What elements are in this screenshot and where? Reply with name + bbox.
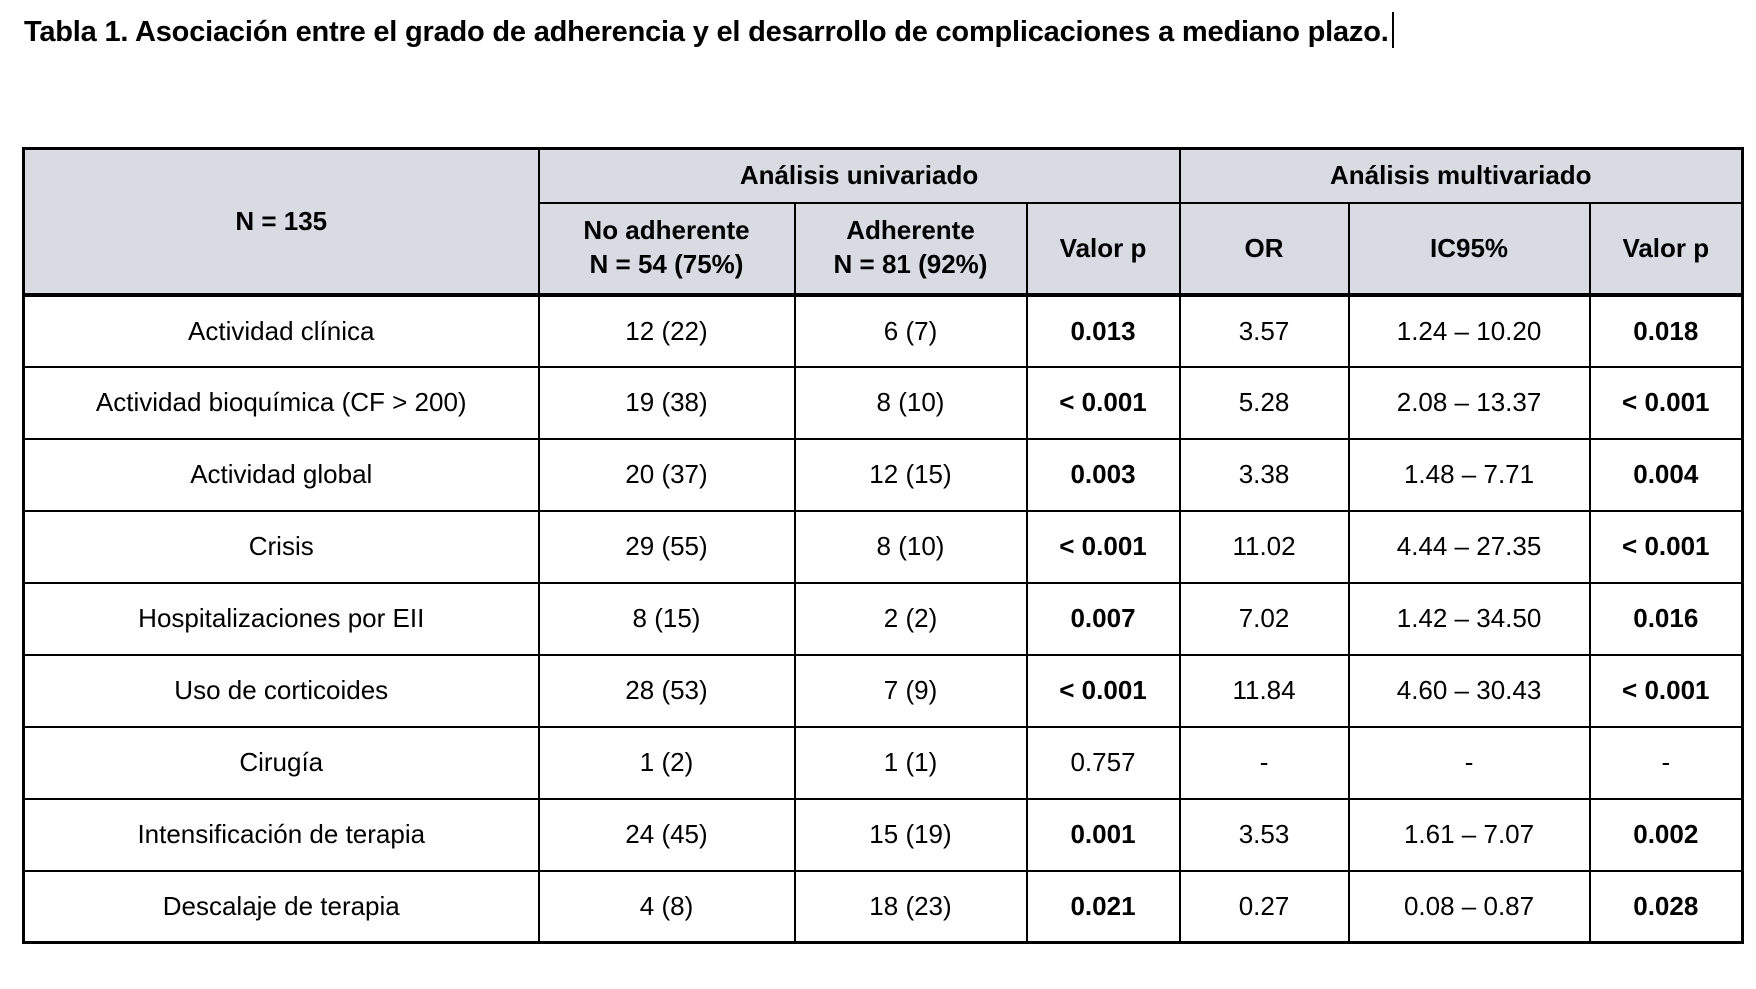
ic95-cell: 1.61 – 7.07	[1349, 799, 1590, 871]
adherente-cell: 8 (10)	[795, 511, 1027, 583]
p-multivariate-cell: < 0.001	[1590, 655, 1743, 727]
or-cell: 7.02	[1180, 583, 1349, 655]
header-group-multivariate: Análisis multivariado	[1180, 149, 1743, 203]
p-multivariate-cell: 0.002	[1590, 799, 1743, 871]
header-cell-adherente	[795, 203, 1027, 295]
or-cell: 11.84	[1180, 655, 1349, 727]
table-row	[24, 295, 1743, 367]
adherente-cell: 18 (23)	[795, 871, 1027, 943]
no-adherente-cell: 20 (37)	[539, 439, 795, 511]
header-adherente-line2: N = 81 (92%)	[833, 249, 988, 279]
ic95-cell: 0.08 – 0.87	[1349, 871, 1590, 943]
p-univariate-cell: < 0.001	[1027, 655, 1180, 727]
or-cell: 0.27	[1180, 871, 1349, 943]
table-caption	[24, 12, 1394, 49]
table-row	[24, 871, 1743, 943]
p-multivariate-cell: < 0.001	[1590, 511, 1743, 583]
header-cell-no-adherente	[539, 203, 795, 295]
no-adherente-cell: 24 (45)	[539, 799, 795, 871]
adherente-cell: 6 (7)	[795, 295, 1027, 367]
or-cell: 5.28	[1180, 367, 1349, 439]
p-univariate-cell: 0.757	[1027, 727, 1180, 799]
ic95-cell: 2.08 – 13.37	[1349, 367, 1590, 439]
p-multivariate-cell: 0.018	[1590, 295, 1743, 367]
no-adherente-cell: 12 (22)	[539, 295, 795, 367]
p-multivariate-cell: 0.016	[1590, 583, 1743, 655]
row-label-cell: Actividad global	[24, 439, 539, 511]
table-row	[24, 727, 1743, 799]
header-adherente-line1: Adherente	[846, 215, 975, 246]
p-multivariate-cell: 0.028	[1590, 871, 1743, 943]
ic95-cell: 1.24 – 10.20	[1349, 295, 1590, 367]
no-adherente-cell: 29 (55)	[539, 511, 795, 583]
or-cell: 3.38	[1180, 439, 1349, 511]
adherente-cell: 8 (10)	[795, 367, 1027, 439]
or-cell: 3.53	[1180, 799, 1349, 871]
row-label-cell: Intensificación de terapia	[24, 799, 539, 871]
or-cell: -	[1180, 727, 1349, 799]
ic95-cell: 1.48 – 7.71	[1349, 439, 1590, 511]
header-no-adherente-line1: No adherente	[583, 215, 750, 246]
row-label-cell: Uso de corticoides	[24, 655, 539, 727]
table-row	[24, 439, 1743, 511]
ic95-cell: 1.42 – 34.50	[1349, 583, 1590, 655]
or-cell: 11.02	[1180, 511, 1349, 583]
no-adherente-cell: 4 (8)	[539, 871, 795, 943]
no-adherente-cell: 28 (53)	[539, 655, 795, 727]
header-group-univariate: Análisis univariado	[539, 149, 1180, 203]
no-adherente-cell: 1 (2)	[539, 727, 795, 799]
p-multivariate-cell: < 0.001	[1590, 367, 1743, 439]
results-table	[22, 147, 1744, 944]
table-row	[24, 367, 1743, 439]
text-cursor	[1392, 12, 1394, 48]
p-univariate-cell: 0.021	[1027, 871, 1180, 943]
adherente-cell: 15 (19)	[795, 799, 1027, 871]
p-univariate-cell: < 0.001	[1027, 367, 1180, 439]
table-row	[24, 511, 1743, 583]
p-univariate-cell: 0.003	[1027, 439, 1180, 511]
adherente-cell: 7 (9)	[795, 655, 1027, 727]
row-label-cell: Actividad clínica	[24, 295, 539, 367]
row-label-cell: Hospitalizaciones por EII	[24, 583, 539, 655]
no-adherente-cell: 19 (38)	[539, 367, 795, 439]
adherente-cell: 2 (2)	[795, 583, 1027, 655]
header-cell-ic95: IC95%	[1349, 203, 1590, 295]
adherente-cell: 12 (15)	[795, 439, 1027, 511]
table-row	[24, 799, 1743, 871]
p-univariate-cell: 0.001	[1027, 799, 1180, 871]
row-label-cell: Actividad bioquímica (CF > 200)	[24, 367, 539, 439]
adherente-cell: 1 (1)	[795, 727, 1027, 799]
p-multivariate-cell: 0.004	[1590, 439, 1743, 511]
or-cell: 3.57	[1180, 295, 1349, 367]
ic95-cell: 4.44 – 27.35	[1349, 511, 1590, 583]
table-row	[24, 655, 1743, 727]
header-cell-or: OR	[1180, 203, 1349, 295]
no-adherente-cell: 8 (15)	[539, 583, 795, 655]
row-label-cell: Descalaje de terapia	[24, 871, 539, 943]
p-univariate-cell: 0.013	[1027, 295, 1180, 367]
header-group-row	[24, 149, 1743, 203]
header-no-adherente-line2: N = 54 (75%)	[589, 249, 744, 279]
header-cell-valor-p-multivariate: Valor p	[1590, 203, 1743, 295]
p-univariate-cell: 0.007	[1027, 583, 1180, 655]
ic95-cell: 4.60 – 30.43	[1349, 655, 1590, 727]
table-row	[24, 583, 1743, 655]
p-univariate-cell: < 0.001	[1027, 511, 1180, 583]
p-multivariate-cell: -	[1590, 727, 1743, 799]
row-label-cell: Crisis	[24, 511, 539, 583]
table-caption-text: Tabla 1. Asociación entre el grado de adherencia y el desarrollo de complicaciones a mediano plazo.	[24, 16, 1389, 48]
ic95-cell: -	[1349, 727, 1590, 799]
header-cell-n-total: N = 135	[24, 149, 539, 295]
row-label-cell: Cirugía	[24, 727, 539, 799]
header-cell-valor-p-univariate: Valor p	[1027, 203, 1180, 295]
